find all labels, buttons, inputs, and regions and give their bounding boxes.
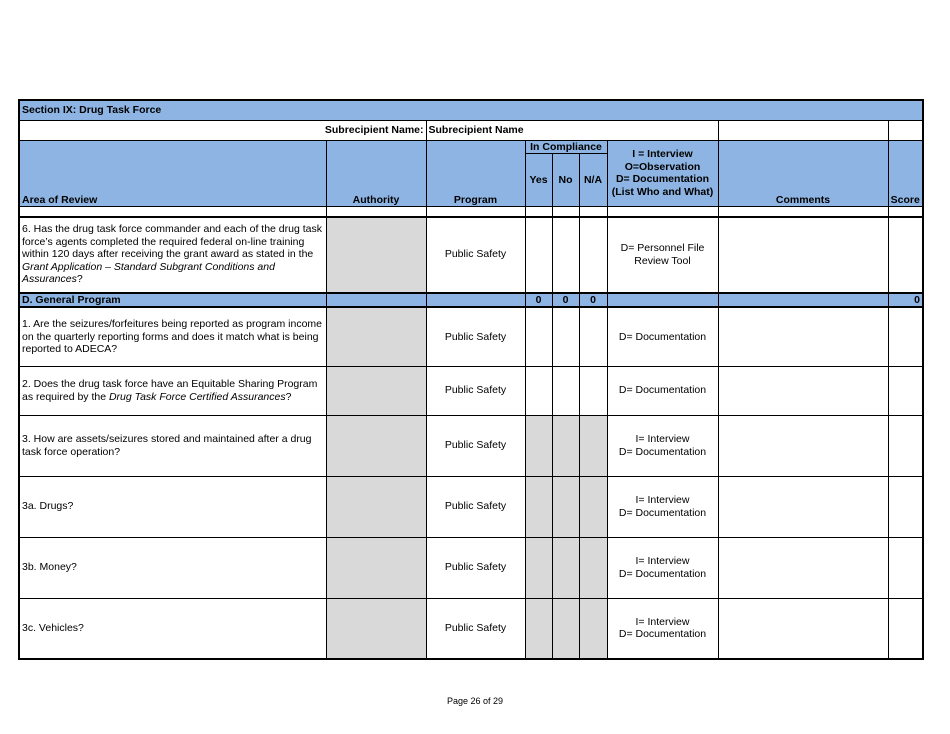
program-cell: Public Safety	[426, 307, 525, 366]
na-cell[interactable]	[579, 217, 607, 293]
program-cell: Public Safety	[426, 366, 525, 415]
score-cell[interactable]	[888, 598, 923, 659]
review-question: 3b. Money?	[19, 537, 326, 598]
spacer-cell	[607, 207, 718, 217]
spacer-cell	[19, 207, 326, 217]
no-cell	[552, 598, 579, 659]
subrecipient-name[interactable]: Subrecipient Name	[426, 120, 718, 140]
program-cell: Public Safety	[426, 598, 525, 659]
section-d-na-total: 0	[579, 293, 607, 308]
section-d-score-total: 0	[888, 293, 923, 308]
header-program: Program	[426, 140, 525, 207]
header-method-line-2: O=Observation	[624, 160, 701, 173]
section-d-no-total: 0	[552, 293, 579, 308]
authority-cell	[326, 598, 426, 659]
method-line: I= Interview	[635, 615, 690, 628]
authority-cell	[326, 415, 426, 476]
table-row	[19, 307, 923, 366]
method-cell	[607, 476, 718, 537]
spacer-cell	[718, 207, 888, 217]
spacer-cell	[579, 207, 607, 217]
yes-cell[interactable]	[525, 217, 552, 293]
method-line: D= Documentation	[618, 384, 707, 397]
authority-cell	[326, 366, 426, 415]
method-line: D= Documentation	[618, 506, 707, 519]
header-method-line-3: D= Documentation	[615, 173, 710, 186]
na-cell	[579, 415, 607, 476]
method-line: I= Interview	[635, 433, 690, 445]
section-d-yes-total: 0	[525, 293, 552, 308]
review-question	[19, 366, 326, 415]
score-cell[interactable]	[888, 307, 923, 366]
method-cell	[607, 598, 718, 659]
header-score: Score	[888, 140, 923, 207]
page-number: Page 26 of 29	[446, 696, 504, 706]
authority-cell	[326, 476, 426, 537]
method-line: D= Documentation	[618, 567, 707, 580]
yes-cell	[525, 476, 552, 537]
na-cell	[579, 598, 607, 659]
section-d-program	[426, 293, 525, 308]
comments-cell[interactable]	[718, 307, 888, 366]
comments-cell[interactable]	[718, 476, 888, 537]
method-cell	[607, 366, 718, 415]
section-d-authority	[326, 293, 426, 308]
spacer-cell	[426, 207, 525, 217]
score-cell[interactable]	[888, 366, 923, 415]
question-text: 6. Has the drug task force commander and each of the drug task force’s agents completed the required federal on-line training within 120 days after receiving the grant award as stated in the	[22, 223, 322, 261]
no-cell[interactable]	[552, 307, 579, 366]
spacer-cell	[888, 207, 923, 217]
method-cell	[607, 217, 718, 293]
comments-cell[interactable]	[718, 217, 888, 293]
review-question	[19, 217, 326, 293]
section-d-title: D. General Program	[19, 293, 326, 308]
table-row	[19, 598, 923, 659]
comments-cell[interactable]	[718, 366, 888, 415]
method-cell	[607, 537, 718, 598]
authority-cell	[326, 307, 426, 366]
review-question: 3a. Drugs?	[19, 476, 326, 537]
section-d-row	[19, 293, 923, 308]
no-cell	[552, 537, 579, 598]
header-comments: Comments	[718, 140, 888, 207]
subrecipient-label: Subrecipient Name:	[19, 120, 426, 140]
subrecipient-score-cell	[888, 120, 923, 140]
header-na: N/A	[579, 154, 607, 207]
header-method	[607, 140, 718, 207]
authority-cell	[326, 217, 426, 293]
method-line: I= Interview	[635, 494, 690, 506]
table-row	[19, 217, 923, 293]
header-no: No	[552, 154, 579, 207]
section-d-comments	[718, 293, 888, 308]
no-cell	[552, 415, 579, 476]
na-cell[interactable]	[579, 366, 607, 415]
program-cell: Public Safety	[426, 476, 525, 537]
score-cell[interactable]	[888, 537, 923, 598]
header-in-compliance: In Compliance	[525, 140, 607, 154]
program-cell: Public Safety	[426, 537, 525, 598]
no-cell[interactable]	[552, 366, 579, 415]
score-cell[interactable]	[888, 217, 923, 293]
yes-cell[interactable]	[525, 366, 552, 415]
header-method-line-4: (List Who and What)	[611, 185, 714, 198]
question-text-end: ?	[285, 390, 292, 403]
header-yes: Yes	[525, 154, 552, 207]
spacer-cell	[326, 207, 426, 217]
method-line: I= Interview	[635, 555, 690, 567]
table-row	[19, 537, 923, 598]
yes-cell	[525, 598, 552, 659]
subrecipient-comments-cell	[718, 120, 888, 140]
comments-cell[interactable]	[718, 415, 888, 476]
header-authority: Authority	[326, 140, 426, 207]
question-text-end: ?	[76, 273, 83, 286]
na-cell	[579, 537, 607, 598]
comments-cell[interactable]	[718, 537, 888, 598]
score-cell[interactable]	[888, 415, 923, 476]
method-cell	[607, 307, 718, 366]
question-text-italic: Grant Application – Standard Subgrant Conditions and Assurances	[22, 260, 275, 286]
review-table	[18, 99, 924, 660]
yes-cell	[525, 537, 552, 598]
spacer-cell	[552, 207, 579, 217]
table-row	[19, 476, 923, 537]
review-question: 3. How are assets/seizures stored and maintained after a drug task force operation?	[19, 415, 326, 476]
program-cell: Public Safety	[426, 217, 525, 293]
na-cell	[579, 476, 607, 537]
table-row	[19, 366, 923, 415]
section-d-method	[607, 293, 718, 308]
no-cell[interactable]	[552, 217, 579, 293]
table-row	[19, 415, 923, 476]
program-cell: Public Safety	[426, 415, 525, 476]
header-area-of-review: Area of Review	[19, 140, 326, 207]
na-cell[interactable]	[579, 307, 607, 366]
no-cell	[552, 476, 579, 537]
method-line: Review Tool	[634, 254, 691, 267]
yes-cell[interactable]	[525, 307, 552, 366]
method-line: D= Documentation	[618, 445, 707, 458]
yes-cell	[525, 415, 552, 476]
review-question: 1. Are the seizures/forfeitures being reported as program income on the quarterly reporting forms and does it match what is being reported to ADECA?	[19, 307, 326, 366]
method-line: D= Personnel File	[620, 242, 705, 254]
authority-cell	[326, 537, 426, 598]
header-method-line-1: I = Interview	[632, 148, 693, 161]
method-line: D= Documentation	[618, 330, 707, 343]
spacer-cell	[525, 207, 552, 217]
method-cell	[607, 415, 718, 476]
question-text-italic: Drug Task Force Certified Assurances	[108, 390, 286, 403]
method-line: D= Documentation	[618, 628, 707, 641]
review-question: 3c. Vehicles?	[19, 598, 326, 659]
comments-cell[interactable]	[718, 598, 888, 659]
question-text: 2. Does the drug task force have an Equitable Sharing Program as required by the	[22, 378, 318, 403]
score-cell[interactable]	[888, 476, 923, 537]
section-title: Section IX: Drug Task Force	[19, 100, 923, 120]
